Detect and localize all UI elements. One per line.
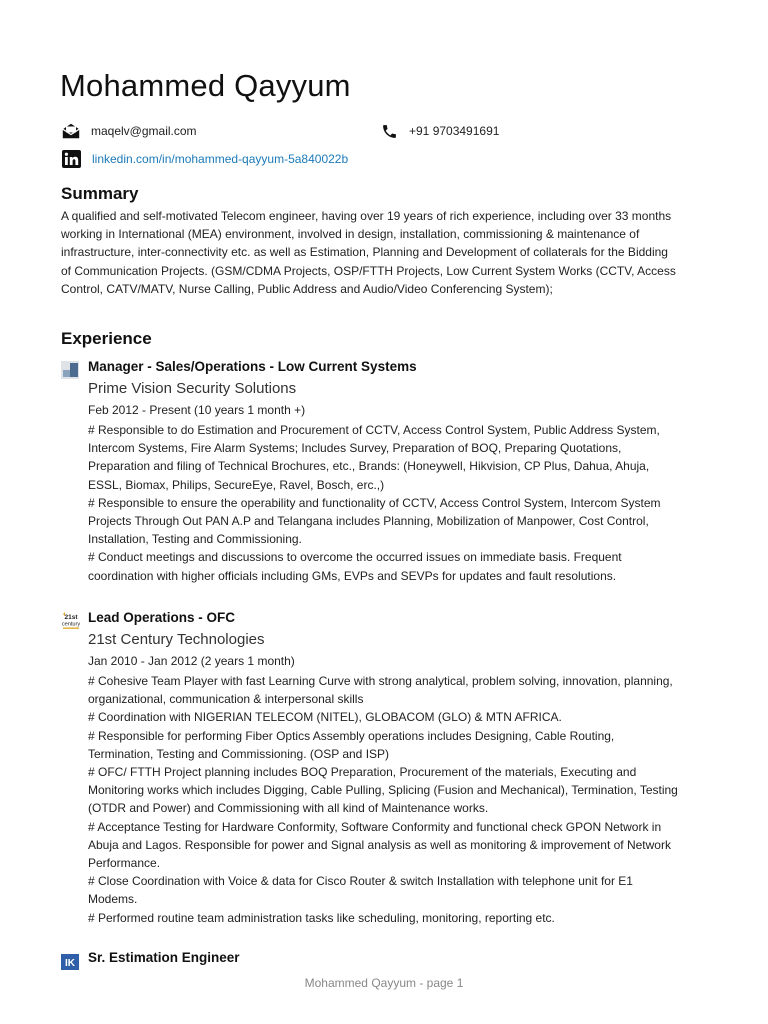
job-bullet: # Acceptance Testing for Hardware Conformity, Software Conformity and functional check GPON Network in Abuja and Lagos. Responsible for power and Signal analysis as well as monitoring & improvement of Network Performance. xyxy=(88,819,671,871)
logo-text: century xyxy=(61,621,81,628)
job-bullet: # Cohesive Team Player with fast Learning Curve with strong analytical, problem solving, innovation, planning, organizational, communication & interpersonal skills xyxy=(88,674,673,707)
linkedin-icon xyxy=(61,150,81,168)
envelope-icon xyxy=(61,122,81,140)
company-name: Prime Vision Security Solutions xyxy=(88,380,297,397)
job-bullet: # OFC/ FTTH Project planning includes BOQ Preparation, Procurement of the materials, Executing and Monitoring works which includes Digging, Cable Pulling, Splicing (Fusion and Mechanical), Termination, Testing (OTDR and Power) and Commissioning with all kind of Maintenance works. xyxy=(88,765,678,816)
contact-email xyxy=(61,122,197,140)
logo-text: IK xyxy=(65,958,75,969)
contact-linkedin xyxy=(61,150,348,168)
email-text[interactable]: maqelv@gmail.com xyxy=(91,124,197,138)
logo-text: 21st xyxy=(64,614,78,621)
company-logo xyxy=(61,361,79,379)
summary-heading: Summary xyxy=(61,184,139,203)
job-bullet: # Coordination with NIGERIAN TELECOM (NITEL), GLOBACOM (GLO) & MTN AFRICA. xyxy=(88,710,562,725)
job-description xyxy=(88,421,678,585)
job-dates: Feb 2012 - Present (10 years 1 month +) xyxy=(88,403,306,417)
job-bullet: # Responsible to do Estimation and Procurement of CCTV, Access Control System, Public Address System, Intercom Systems, Fire Alarm Systems; Includes Survey, Preparation of BOQ, Preparing Quotations, Preparation and filing of Technical Brochures, etc., Brands: (Honeywell, Hikvision, CP Plus, Dahua, Ahuja, ESSL, Biomax, Philips, SecureEye, Ravel, Bosch, erc.,) xyxy=(88,423,660,492)
job-title: Sr. Estimation Engineer xyxy=(88,950,240,965)
company-logo xyxy=(61,954,79,972)
phone-text: +91 9703491691 xyxy=(409,124,500,138)
linkedin-link[interactable]: linkedin.com/in/mohammed-qayyum-5a840022b xyxy=(92,152,349,166)
job-description xyxy=(88,672,678,927)
phone-icon xyxy=(379,122,399,140)
job-dates: Jan 2010 - Jan 2012 (2 years 1 month) xyxy=(88,654,295,668)
company-name: 21st Century Technologies xyxy=(88,631,265,648)
job-bullet: # Close Coordination with Voice & data for Cisco Router & switch Installation with telephone unit for E1 Modems. xyxy=(88,874,633,907)
job-title: Manager - Sales/Operations - Low Current Systems xyxy=(88,359,417,374)
experience-heading: Experience xyxy=(61,329,152,348)
contact-phone xyxy=(379,122,499,140)
job-bullet: # Performed routine team administration tasks like scheduling, monitoring, reporting etc. xyxy=(88,910,555,925)
candidate-name: Mohammed Qayyum xyxy=(60,68,351,103)
summary-text: A qualified and self-motivated Telecom engineer, having over 19 years of rich experience, including over 33 months working in International (MEA) environment, involved in design, installation, commissioning & maintenance of infrastructure, inter-connectivity etc. as well as Estimation, Planning and Development of collaterals for the Bidding of Communication Projects. (GSM/CDMA Projects, OSP/FTTH Projects, Low Current System Works (CCTV, Access Control, CATV/MATV, Nurse Calling, Public Address and Audio/Video Conferencing System); xyxy=(61,209,676,296)
job-bullet: # Responsible to ensure the operability and functionality of CCTV, Access Control System, Intercom System Projects Through Out PAN A.P and Telangana includes Planning, Mobilization of Manpower, Cost Control, Installation, Testing and Commissioning. xyxy=(88,495,661,547)
job-bullet: # Responsible for performing Fiber Optics Assembly operations includes Designing, Cable Routing, Termination, Testing and Commissioning. (OSP and ISP) xyxy=(88,728,615,761)
job-bullet: # Conduct meetings and discussions to overcome the occurred issues on immediate basis. Frequent coordination with higher officials including GMs, EVPs and SEVPs for updates and fault resolutions. xyxy=(88,550,622,583)
company-logo xyxy=(61,612,79,630)
job-title: Lead Operations - OFC xyxy=(88,610,236,625)
page-footer: Mohammed Qayyum - page 1 xyxy=(304,976,464,990)
